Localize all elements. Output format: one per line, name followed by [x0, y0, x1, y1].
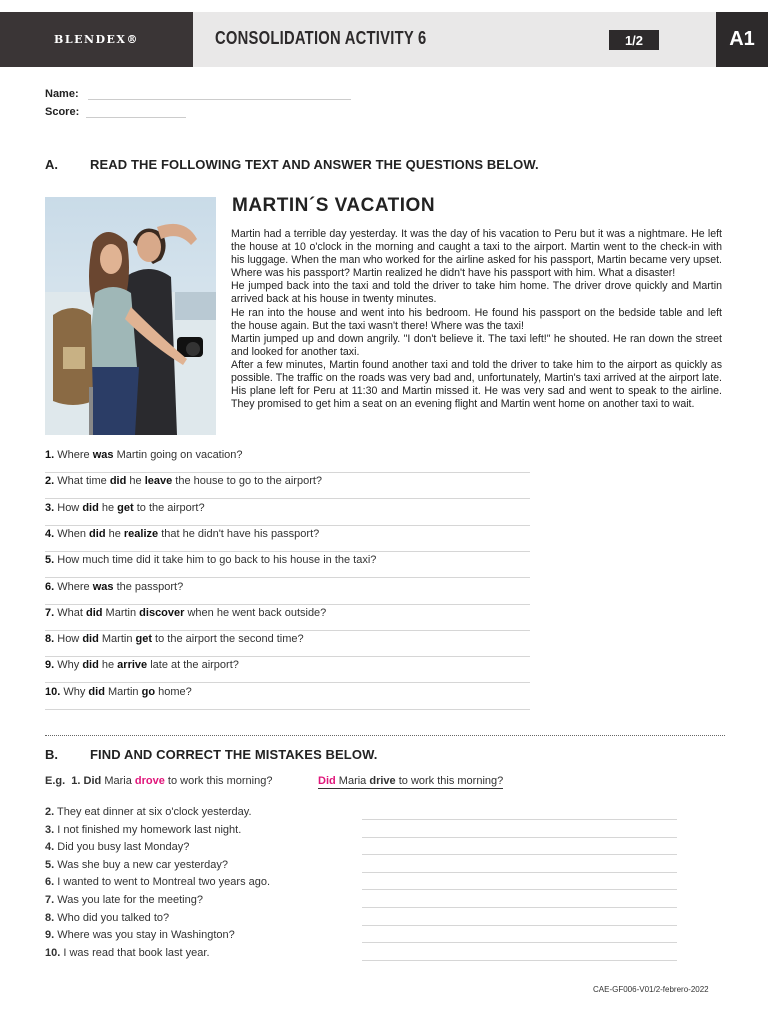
mistake-sentence: I was read that book last year. [63, 946, 210, 959]
question-number: 5. [45, 554, 55, 567]
answer-line[interactable] [45, 630, 530, 631]
question-text: the passport? [113, 580, 184, 593]
question-text: Martin [104, 685, 142, 698]
question-keyword: did [82, 501, 99, 514]
example-answer-subject: Maria [335, 775, 370, 787]
story-title: MARTIN´S VACATION [232, 195, 436, 216]
mistake-item [45, 841, 189, 853]
question-item [45, 659, 239, 671]
mistake-sentence: I wanted to went to Montreal two years ago. [57, 876, 271, 889]
mistake-item [45, 912, 169, 924]
example-answer-did: Did [318, 775, 336, 787]
question-item [45, 633, 304, 645]
question-text: to the airport? [133, 501, 205, 514]
question-text: How much time did it take him to go back to his house in the taxi? [57, 554, 377, 567]
question-keyword: did [89, 527, 106, 540]
question-keyword: did [88, 685, 105, 698]
question-item [45, 528, 319, 540]
brand-logo: BLENDEX® [0, 12, 193, 67]
example-sentence [45, 775, 272, 787]
answer-line[interactable] [45, 709, 530, 710]
question-item [45, 449, 243, 461]
section-divider [45, 735, 725, 736]
mistake-sentence: They eat dinner at six o'clock yesterday. [57, 806, 252, 818]
answer-line[interactable] [45, 682, 530, 683]
question-text: Martin [102, 606, 140, 619]
answer-line[interactable] [45, 551, 530, 552]
example-answer-verb: drive [369, 775, 396, 787]
answer-line[interactable] [45, 525, 530, 526]
mistake-number: 2. [45, 806, 55, 818]
question-keyword: did [82, 659, 99, 672]
name-field[interactable] [88, 99, 351, 100]
question-number: 4. [45, 527, 55, 540]
question-keyword: get [135, 633, 152, 646]
mistake-number: 6. [45, 876, 55, 889]
example-subject: Maria [101, 775, 135, 787]
question-number: 3. [45, 501, 55, 514]
question-number: 2. [45, 475, 55, 488]
score-field[interactable] [86, 117, 186, 118]
example-number: 1. [71, 775, 81, 787]
correction-line[interactable] [362, 960, 677, 961]
story-paragraph: Martin had a terrible day yesterday. It was the day of his vacation to Peru but it was a nightmare. He left the house at 10 o'clock in the morning and caught a taxi to the airport. Martin went to the check-in with his luggage. When the man who worked for the airline asked for his passport, Martin became very upset. Where was his passport? Martin realized he didn't have his passport with him. What a disaster! [231, 228, 722, 280]
question-keyword: realize [123, 527, 159, 540]
question-text: Why [57, 659, 83, 672]
question-text: What [57, 606, 86, 619]
footer-code: CAE-GF006-V01/2-febrero-2022 [593, 985, 709, 994]
question-text: home? [155, 685, 192, 698]
question-item [45, 607, 326, 619]
question-keyword: go [141, 685, 156, 698]
correction-line[interactable] [362, 925, 677, 926]
question-text: When [57, 527, 90, 540]
question-keyword: did [85, 606, 103, 619]
question-text: Martin [98, 633, 136, 646]
answer-line[interactable] [45, 498, 530, 499]
question-text: to the airport the second time? [152, 633, 304, 646]
travelers-photo [45, 197, 216, 435]
question-keyword: get [117, 501, 134, 514]
section-a-letter: A. [45, 157, 58, 172]
correction-line[interactable] [362, 907, 677, 908]
score-label: Score: [45, 106, 80, 118]
story-paragraph: He ran into the house and went into his bedroom. He found his passport on the bedside table and left the house again. But the taxi wasn't there! Where was the taxi! [231, 306, 722, 332]
page-number-badge: 1/2 [609, 30, 659, 50]
mistake-sentence: Was she buy a new car yesterday? [57, 858, 229, 871]
question-keyword: was [92, 449, 114, 461]
answer-line[interactable] [45, 472, 530, 473]
question-number: 6. [45, 580, 55, 593]
question-item [45, 686, 192, 698]
question-text: Why [63, 685, 89, 698]
question-text: Martin going on vacation? [113, 449, 243, 461]
question-keyword: did [82, 633, 99, 646]
mistake-item [45, 894, 203, 906]
story-paragraph: He jumped back into the taxi and told the driver to take him home. The driver drove quickly and Martin arrived back at his house in twenty minutes. [231, 280, 722, 306]
example-label: E.g. [45, 775, 66, 787]
question-number: 7. [45, 606, 55, 619]
correction-line[interactable] [362, 942, 677, 943]
correction-line[interactable] [362, 837, 677, 838]
name-label: Name: [45, 88, 79, 100]
story-paragraph: Martin jumped up and down angrily. "I don't believe it. The taxi left!" he shouted. He ran down the street and looked for another taxi. [231, 332, 722, 358]
question-item [45, 581, 183, 593]
example-rest: to work this morning? [164, 775, 273, 787]
question-text: that he didn't have his passport? [158, 527, 320, 540]
correction-line[interactable] [362, 889, 677, 890]
level-badge: A1 [716, 12, 768, 67]
correction-line[interactable] [362, 819, 677, 820]
question-text: he [98, 659, 118, 672]
mistake-item [45, 929, 235, 941]
section-b-instruction: FIND AND CORRECT THE MISTAKES BELOW. [90, 747, 378, 762]
mistake-item [45, 824, 241, 836]
question-text: late at the airport? [147, 659, 239, 672]
example-answer-rest: to work this morning? [395, 775, 504, 787]
story-text [231, 228, 722, 411]
mistake-sentence: Where was you stay in Washington? [57, 929, 235, 942]
mistake-item [45, 876, 270, 888]
question-text: Where [57, 580, 93, 593]
page-title: CONSOLIDATION ACTIVITY 6 [215, 28, 427, 48]
mistake-sentence: I not finished my homework last night. [57, 823, 242, 836]
question-item [45, 475, 322, 487]
question-keyword: arrive [117, 659, 148, 672]
question-item [45, 502, 205, 514]
question-keyword: leave [144, 475, 173, 488]
example-answer [318, 775, 503, 789]
mistake-sentence: Was you late for the meeting? [57, 894, 203, 906]
mistake-item [45, 806, 252, 818]
question-text: he [126, 475, 145, 488]
mistake-item [45, 859, 228, 871]
mistake-number: 9. [45, 929, 55, 942]
answer-line[interactable] [45, 604, 530, 605]
question-keyword: did [109, 475, 127, 488]
correction-line[interactable] [362, 872, 677, 873]
question-text: he [105, 527, 124, 540]
question-keyword: discover [139, 606, 185, 619]
question-text: How [57, 633, 83, 646]
question-number: 9. [45, 659, 55, 672]
answer-line[interactable] [45, 656, 530, 657]
mistake-number: 3. [45, 823, 55, 836]
answer-line[interactable] [45, 577, 530, 578]
mistake-sentence: Who did you talked to? [57, 911, 170, 924]
question-text: the house to go to the airport? [172, 475, 323, 488]
question-item [45, 554, 376, 566]
correction-line[interactable] [362, 854, 677, 855]
question-text: Where [57, 449, 93, 461]
example-did: Did [83, 775, 102, 787]
example-wrong-verb: drove [134, 775, 165, 787]
section-b-letter: B. [45, 747, 58, 762]
mistake-item [45, 947, 210, 959]
question-text: when he went back outside? [184, 606, 327, 619]
question-text: What time [57, 475, 110, 488]
mistake-sentence: Did you busy last Monday? [57, 841, 190, 854]
question-keyword: was [92, 580, 114, 593]
question-number: 8. [45, 633, 55, 646]
mistake-number: 4. [45, 841, 55, 854]
mistake-number: 10. [45, 946, 61, 959]
question-text: he [98, 501, 118, 514]
mistake-number: 8. [45, 911, 55, 924]
mistake-number: 7. [45, 894, 55, 906]
section-a-instruction: READ THE FOLLOWING TEXT AND ANSWER THE QUESTIONS BELOW. [90, 157, 539, 172]
story-paragraph: After a few minutes, Martin found another taxi and told the driver to take him to the airport as quickly as possible. The traffic on the roads was very bad and, unfortunately, Martin's taxi arrived at the airport late. His plane left for Peru at 11:30 and Martin missed it. He was very sad and went to speak to the airline. They promised to get him a seat on an evening flight and Martin went home on another taxi to wait. [231, 358, 722, 411]
question-number: 10. [45, 685, 61, 698]
couple-at-airport-illustration [45, 197, 216, 435]
question-number: 1. [45, 449, 55, 461]
mistake-number: 5. [45, 858, 55, 871]
question-text: How [57, 501, 83, 514]
